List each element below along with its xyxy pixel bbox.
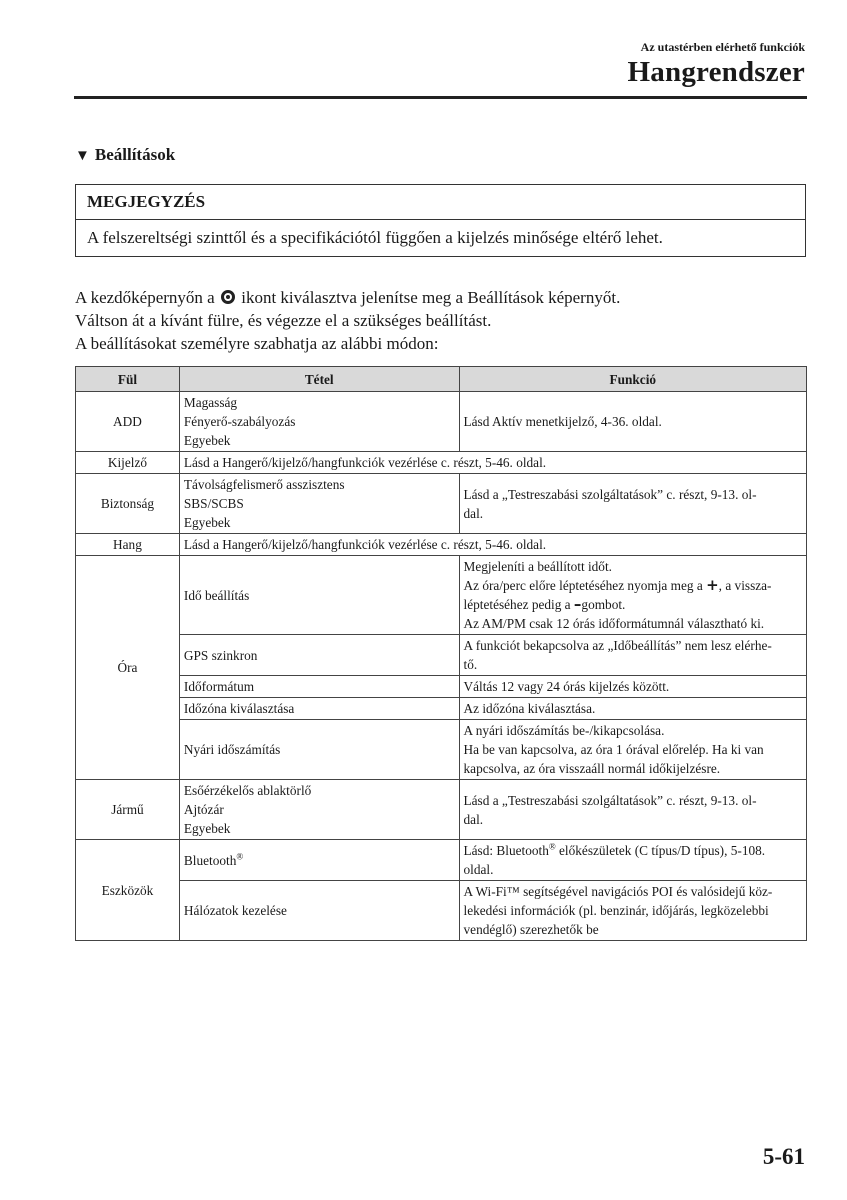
function-line <box>464 841 802 860</box>
item-text: Bluetooth <box>183 852 237 868</box>
item-cell: GPS szinkron <box>179 635 459 676</box>
settings-table <box>75 366 807 941</box>
table-row <box>76 720 807 780</box>
note-text: A felszereltségi szinttől és a specifikációtól függően a kijelzés minősége eltérő lehet. <box>87 228 663 247</box>
item-cell <box>179 392 459 452</box>
function-line: A funkciót bekapcsolva az „Időbeállítás” nem lesz elérhe- <box>463 638 772 653</box>
tab-cell-add: ADD <box>76 392 180 452</box>
function-text: gombot. <box>581 597 626 612</box>
chapter-title: Hangrendszer <box>627 56 805 88</box>
function-cell: Az időzóna kiválasztása. <box>459 698 806 720</box>
intro-line-3: A beállításokat személyre szabhatja az alábbi módon: <box>75 334 439 353</box>
function-text: léptetéséhez pedig a <box>463 597 571 612</box>
function-line: tő. <box>463 657 478 672</box>
tab-cell-jarmu: Jármű <box>76 780 180 840</box>
intro-text <box>75 286 620 355</box>
note-box <box>75 184 806 257</box>
tab-cell-kijelzo: Kijelző <box>76 452 180 474</box>
function-cell: Lásd Aktív menetkijelző, 4-36. oldal. <box>459 392 806 452</box>
function-line: Az AM/PM csak 12 órás időformátumnál választható ki. <box>463 616 765 631</box>
plus-icon: + <box>706 576 719 594</box>
item-line: Távolságfelismerő asszisztens <box>183 477 345 492</box>
tab-cell-hang: Hang <box>76 534 180 556</box>
function-line: Lásd a „Testreszabási szolgáltatások” c. részt, 9-13. ol- <box>463 486 757 502</box>
registered-mark: ® <box>548 841 556 852</box>
function-line: oldal. <box>463 862 494 877</box>
item-line: Egyebek <box>183 821 231 836</box>
item-line: Egyebek <box>183 433 231 448</box>
item-line: Magasság <box>183 395 238 410</box>
item-line: Ajtózár <box>183 802 224 817</box>
chapter-subtitle: Az utastérben elérhető funkciók <box>640 40 805 54</box>
header-rule <box>74 96 807 99</box>
intro-line-1-after: ikont kiválasztva jelenítse meg a Beállítások képernyőt. <box>241 288 621 307</box>
item-line: SBS/SCBS <box>183 496 244 511</box>
table-row <box>76 676 807 698</box>
function-line: A nyári időszámítás be-/kikapcsolása. <box>463 723 665 738</box>
function-line <box>464 595 802 614</box>
item-line: Egyebek <box>183 515 231 530</box>
minus-icon: – <box>573 595 582 613</box>
intro-line-1 <box>75 286 620 309</box>
merged-cell: Lásd a Hangerő/kijelző/hangfunkciók vezérlése c. részt, 5-46. oldal. <box>179 452 806 474</box>
function-cell <box>459 556 806 635</box>
table-row <box>76 698 807 720</box>
table-row <box>76 881 807 941</box>
tab-cell-biztonsag: Biztonság <box>76 474 180 534</box>
function-line: vendéglő) szerezhetők be <box>463 922 599 937</box>
intro-line-1-before: A kezdőképernyőn a <box>75 288 215 307</box>
function-cell: Váltás 12 vagy 24 órás kijelzés között. <box>459 676 806 698</box>
section-heading <box>75 145 175 165</box>
function-line: dal. <box>463 505 484 521</box>
function-text: Lásd: Bluetooth <box>463 843 549 858</box>
table-row <box>76 556 807 635</box>
col-header-function: Funkció <box>459 367 806 392</box>
function-line <box>464 576 802 595</box>
function-line: A Wi-Fi™ segítségével navigációs POI és valósidejű köz- <box>463 884 773 899</box>
table-header-row <box>76 367 807 392</box>
item-cell: Hálózatok kezelése <box>179 881 459 941</box>
registered-mark: ® <box>236 851 244 862</box>
item-cell <box>179 474 459 534</box>
section-title: Beállítások <box>94 145 176 164</box>
gear-icon <box>221 290 235 304</box>
table-row <box>76 635 807 676</box>
function-cell <box>459 780 806 840</box>
function-cell <box>459 881 806 941</box>
function-line: Lásd a „Testreszabási szolgáltatások” c. részt, 9-13. ol- <box>463 792 757 808</box>
table-row <box>76 392 807 452</box>
triangle-down-icon: ▼ <box>75 148 90 164</box>
tab-cell-eszkozok: Eszközök <box>76 840 180 941</box>
item-cell <box>179 840 459 881</box>
item-cell: Nyári időszámítás <box>179 720 459 780</box>
item-line: Esőérzékelős ablaktörlő <box>183 783 312 798</box>
tab-cell-ora: Óra <box>76 556 180 780</box>
table-row <box>76 534 807 556</box>
item-cell: Időzóna kiválasztása <box>179 698 459 720</box>
function-line: lekedési információk (pl. benzinár, időjárás, legközelebbi <box>463 903 769 918</box>
item-cell: Időformátum <box>179 676 459 698</box>
table-row <box>76 840 807 881</box>
function-text: Az óra/perc előre léptetéséhez nyomja meg a <box>463 578 703 593</box>
function-line: Ha be van kapcsolva, az óra 1 órával előrelép. Ha ki van <box>463 742 764 757</box>
function-line: kapcsolva, az óra visszaáll normál időkijelzésre. <box>463 761 721 776</box>
col-header-tab: Fül <box>76 367 180 392</box>
function-cell <box>459 474 806 534</box>
item-cell <box>179 780 459 840</box>
function-cell <box>459 840 806 881</box>
col-header-item: Tétel <box>179 367 459 392</box>
table-row <box>76 452 807 474</box>
note-heading: MEGJEGYZÉS <box>76 185 805 220</box>
table-row <box>76 474 807 534</box>
function-line: dal. <box>463 811 484 827</box>
function-line: Megjeleníti a beállított időt. <box>463 559 612 574</box>
function-text: előkészületek (C típus/D típus), 5-108. <box>555 843 766 858</box>
item-cell: Idő beállítás <box>179 556 459 635</box>
function-text: , a vissza- <box>718 578 772 593</box>
table-row <box>76 780 807 840</box>
function-cell <box>459 635 806 676</box>
page-number: 5-61 <box>762 1144 805 1169</box>
function-cell <box>459 720 806 780</box>
merged-cell: Lásd a Hangerő/kijelző/hangfunkciók vezérlése c. részt, 5-46. oldal. <box>179 534 806 556</box>
item-line: Fényerő-szabályozás <box>183 414 296 429</box>
intro-line-2: Váltson át a kívánt fülre, és végezze el a szükséges beállítást. <box>75 311 492 330</box>
